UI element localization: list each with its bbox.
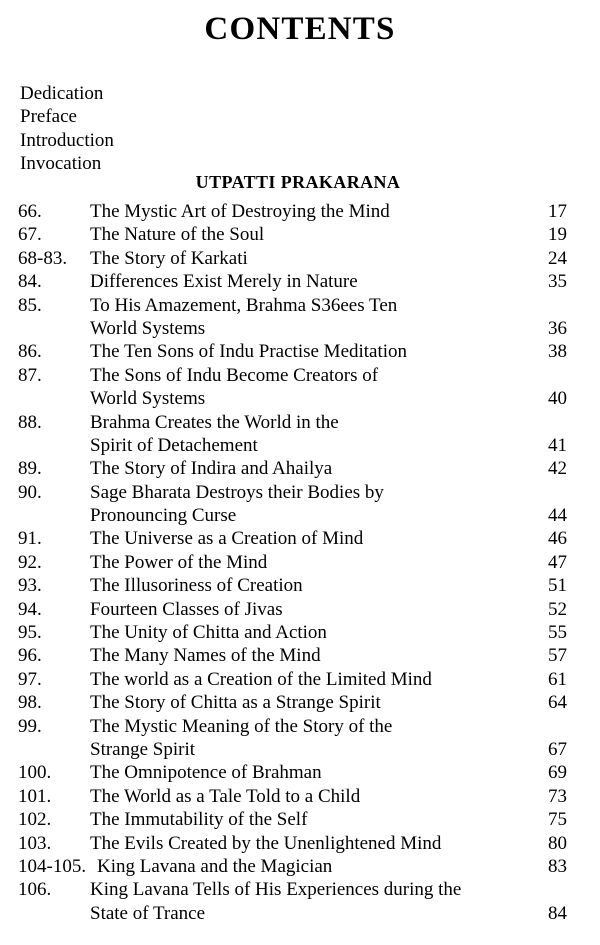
entry-title: Strange Spirit [90,738,196,760]
contents-entry-line [0,832,600,855]
entry-page-number: 83 [548,855,567,877]
contents-entry [0,668,600,691]
entry-title: The Evils Created by the Unenlightened Mind [90,832,442,854]
entry-page-number: 47 [548,551,567,573]
entry-title: The Nature of the Soul [90,224,265,246]
entry-page-number: 52 [548,598,567,620]
contents-entry [0,785,600,808]
contents-entry-line [0,294,600,317]
entry-title: The world as a Creation of the Limited Mind [90,668,432,690]
entry-title: Pronouncing Curse [90,505,237,527]
contents-entry-list [0,200,600,925]
entry-page-number: 38 [548,341,567,363]
contents-entry-line [0,200,600,223]
entry-page-number: 24 [548,247,567,269]
entry-title: The Sons of Indu Become Creators of [90,364,379,386]
contents-entry [0,761,600,784]
entry-title: The Power of the Mind [90,551,268,573]
front-matter-list [20,82,114,176]
entry-title: The Immutability of the Self [90,809,308,831]
contents-entry [0,457,600,480]
entry-title: The Ten Sons of Indu Practise Meditation [90,341,408,363]
entry-title: The Many Names of the Mind [90,645,321,667]
entry-page-number: 80 [548,832,567,854]
entry-title: State of Trance [90,902,206,924]
contents-entry [0,808,600,831]
entry-number: 101. [18,785,52,807]
contents-entry [0,598,600,621]
entry-page-number: 69 [548,762,567,784]
entry-title: The Universe as a Creation of Mind [90,528,364,550]
contents-entry-line [0,527,600,550]
contents-entry-line [0,270,600,293]
front-matter-item: Introduction [20,129,114,151]
entry-title: The Unity of Chitta and Action [90,622,327,644]
contents-entry-line [0,621,600,644]
entry-page-number: 35 [548,271,567,293]
contents-entry [0,340,600,363]
contents-entry-line [0,668,600,691]
entry-title: King Lavana Tells of His Experiences during the [90,879,462,901]
entry-title: Brahma Creates the World in the [90,411,339,433]
contents-entry-line [0,902,600,925]
entry-number: 94. [18,598,42,620]
entry-number: 89. [18,458,42,480]
entry-page-number: 44 [548,505,567,527]
contents-entry [0,621,600,644]
contents-entry-line [0,715,600,738]
entry-title: The Story of Chitta as a Strange Spirit [90,692,381,714]
contents-entry-line [0,411,600,434]
entry-number: 99. [18,715,42,737]
contents-entry-line [0,223,600,246]
contents-entry-line [0,340,600,363]
contents-entry-line [0,387,600,410]
entry-title: King Lavana and the Magician [97,855,333,877]
front-matter-item: Invocation [20,153,102,175]
entry-page-number: 75 [548,809,567,831]
entry-number: 86. [18,341,42,363]
front-matter-item: Dedication [20,83,104,104]
entry-page-number: 84 [548,902,567,924]
contents-entry-line [0,574,600,597]
entry-number: 68-83. [18,247,68,269]
entry-title: Differences Exist Merely in Nature [90,271,358,293]
entry-number: 88. [18,411,42,433]
contents-entry [0,200,600,223]
contents-entry [0,270,600,293]
entry-page-number: 64 [548,692,567,714]
entry-number: 92. [18,551,42,573]
contents-entry [0,294,600,341]
contents-entry [0,481,600,528]
entry-number: 98. [18,692,42,714]
entry-title: The Story of Indira and Ahailya [90,458,333,480]
entry-title: The World as a Tale Told to a Child [90,785,361,807]
contents-entry [0,551,600,574]
contents-entry [0,223,600,246]
entry-page-number: 61 [548,668,567,690]
entry-page-number: 17 [548,201,567,222]
entry-title: The Omnipotence of Brahman [90,762,322,784]
section-heading: UTPATTI PRAKARANA [195,172,401,192]
entry-number: 97. [18,668,42,690]
entry-title: To His Amazement, Brahma S36ees Ten [90,294,398,316]
entry-number: 96. [18,645,42,667]
contents-entry-line [0,785,600,808]
entry-number: 87. [18,364,42,386]
entry-title: The Story of Karkati [90,247,248,269]
contents-entry [0,527,600,550]
entry-title: Spirit of Detachement [90,434,258,456]
entry-title: The Mystic Art of Destroying the Mind [90,201,390,222]
entry-number: 91. [18,528,42,550]
contents-entry-line [0,644,600,667]
entry-page-number: 19 [548,224,567,246]
entry-number: 90. [18,481,42,503]
entry-number: 100. [18,762,52,784]
entry-title: The Illusoriness of Creation [90,575,303,597]
entry-page-number: 73 [548,785,567,807]
entry-title: World Systems [90,388,206,410]
contents-entry-line [0,691,600,714]
contents-entry [0,878,600,925]
contents-entry [0,364,600,411]
entry-page-number: 55 [548,622,567,644]
entry-page-number: 46 [548,528,567,550]
contents-entry-line [0,761,600,784]
contents-entry-line [0,855,600,878]
entry-number: 95. [18,622,42,644]
contents-entry-line [0,551,600,574]
entry-page-number: 41 [548,434,567,456]
contents-entry [0,832,600,855]
contents-entry-line [0,481,600,504]
page-title: CONTENTS [204,11,396,47]
entry-number: 66. [18,201,42,222]
contents-entry [0,411,600,458]
entry-page-number: 40 [548,388,567,410]
entry-number: 93. [18,575,42,597]
contents-entry [0,574,600,597]
contents-entry [0,247,600,270]
entry-title: The Mystic Meaning of the Story of the [90,715,393,737]
front-matter-item: Preface [20,106,77,128]
entry-page-number: 51 [548,575,567,597]
entry-number: 84. [18,271,42,293]
contents-entry [0,855,600,878]
entry-title: Sage Bharata Destroys their Bodies by [90,481,384,503]
entry-number: 104-105. [18,855,87,877]
contents-entry-line [0,434,600,457]
contents-entry-line [0,808,600,831]
entry-number: 106. [18,879,52,901]
contents-entry-line [0,878,600,901]
entry-page-number: 57 [548,645,567,667]
entry-number: 102. [18,809,52,831]
contents-entry-line [0,457,600,480]
contents-entry-line [0,738,600,761]
contents-entry [0,644,600,667]
entry-title: Fourteen Classes of Jivas [90,598,283,620]
contents-entry [0,715,600,762]
entry-number: 85. [18,294,42,316]
contents-entry-line [0,247,600,270]
entry-page-number: 42 [548,458,567,480]
contents-entry-line [0,364,600,387]
entry-title: World Systems [90,317,206,339]
entry-page-number: 36 [548,317,567,339]
entry-number: 67. [18,224,42,246]
entry-page-number: 67 [548,738,567,760]
entry-number: 103. [18,832,52,854]
contents-entry-line [0,317,600,340]
contents-entry-line [0,504,600,527]
contents-entry [0,691,600,714]
contents-entry-line [0,598,600,621]
